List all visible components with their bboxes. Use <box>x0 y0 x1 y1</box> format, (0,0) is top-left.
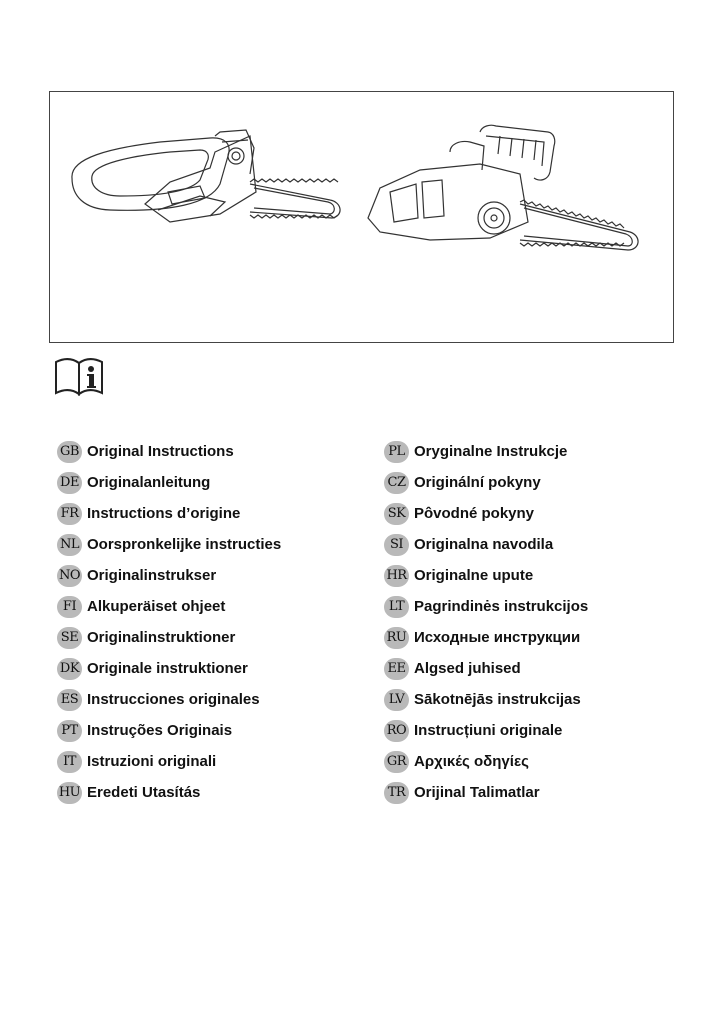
language-title: Instrucciones originales <box>87 691 260 708</box>
language-code-badge: RU <box>384 627 409 649</box>
language-code-badge: DE <box>57 472 82 494</box>
language-title: Αρχικές οδηγίες <box>414 753 529 770</box>
language-item <box>384 529 588 560</box>
language-item <box>57 467 281 498</box>
language-item <box>384 622 588 653</box>
chainsaw-side-view-illustration <box>72 130 340 222</box>
language-item <box>57 622 281 653</box>
language-item <box>384 467 588 498</box>
language-title: Originale instruktioner <box>87 660 248 677</box>
language-code-badge: HR <box>384 565 409 587</box>
language-code-badge: SK <box>384 503 409 525</box>
language-code-badge: TR <box>384 782 409 804</box>
language-title: Originalna navodila <box>414 536 554 553</box>
language-title: Pôvodné pokyny <box>414 505 535 522</box>
language-code-badge: NO <box>57 565 82 587</box>
language-title: Original Instructions <box>87 443 234 460</box>
language-title: Oryginalne Instrukcje <box>414 443 568 460</box>
language-code-badge: LT <box>384 596 409 618</box>
language-title: Originální pokyny <box>414 474 541 491</box>
language-item <box>57 715 281 746</box>
language-title: Istruzioni originali <box>87 753 217 770</box>
language-code-badge: FR <box>57 503 82 525</box>
language-code-badge: DK <box>57 658 82 680</box>
language-title: Algsed juhised <box>414 660 521 677</box>
language-title: Originalne upute <box>414 567 534 584</box>
language-title: Oorspronkelijke instructies <box>87 536 282 553</box>
language-title: Originalinstruktioner <box>87 629 236 646</box>
language-item <box>57 498 281 529</box>
chainsaw-illustrations <box>50 92 675 344</box>
language-item <box>384 498 588 529</box>
language-item <box>57 684 281 715</box>
product-illustration-frame <box>49 91 674 343</box>
language-code-badge: HU <box>57 782 82 804</box>
language-code-badge: LV <box>384 689 409 711</box>
language-code-badge: SI <box>384 534 409 556</box>
language-item <box>57 777 281 808</box>
language-code-badge: RO <box>384 720 409 742</box>
language-title: Eredeti Utasítás <box>87 784 201 801</box>
language-code-badge: GB <box>57 441 82 463</box>
language-item <box>384 591 588 622</box>
language-item <box>384 777 588 808</box>
language-code-badge: ES <box>57 689 82 711</box>
chainsaw-angled-view-illustration <box>368 125 638 250</box>
language-title: Исходные инструкции <box>414 629 581 646</box>
language-title: Instrucțiuni originale <box>414 722 563 739</box>
language-item <box>57 653 281 684</box>
language-item <box>57 591 281 622</box>
language-title: Orijinal Talimatlar <box>414 784 540 801</box>
language-item <box>384 746 588 777</box>
language-item <box>384 560 588 591</box>
language-code-badge: EE <box>384 658 409 680</box>
language-item <box>384 715 588 746</box>
language-title: Pagrindinės instrukcijos <box>414 598 589 615</box>
language-title: Sākotnējās instrukcijas <box>414 691 581 708</box>
language-item <box>57 436 281 467</box>
language-item <box>57 529 281 560</box>
language-item <box>57 746 281 777</box>
language-code-badge: PL <box>384 441 409 463</box>
language-item <box>57 560 281 591</box>
language-item <box>384 436 588 467</box>
language-code-badge: GR <box>384 751 409 773</box>
language-title: Originalinstrukser <box>87 567 217 584</box>
language-title: Alkuperäiset ohjeet <box>87 598 226 615</box>
language-code-badge: CZ <box>384 472 409 494</box>
language-code-badge: SE <box>57 627 82 649</box>
language-list-left <box>57 436 281 808</box>
language-code-badge: NL <box>57 534 82 556</box>
language-code-badge: IT <box>57 751 82 773</box>
language-code-badge: PT <box>57 720 82 742</box>
language-title: Instructions d’origine <box>87 505 241 522</box>
language-item <box>384 653 588 684</box>
language-list-right <box>384 436 588 808</box>
language-item <box>384 684 588 715</box>
read-manual-info-icon <box>52 354 108 398</box>
language-title: Originalanleitung <box>87 474 211 491</box>
language-code-badge: FI <box>57 596 82 618</box>
language-title: Instruções Originais <box>87 722 233 739</box>
